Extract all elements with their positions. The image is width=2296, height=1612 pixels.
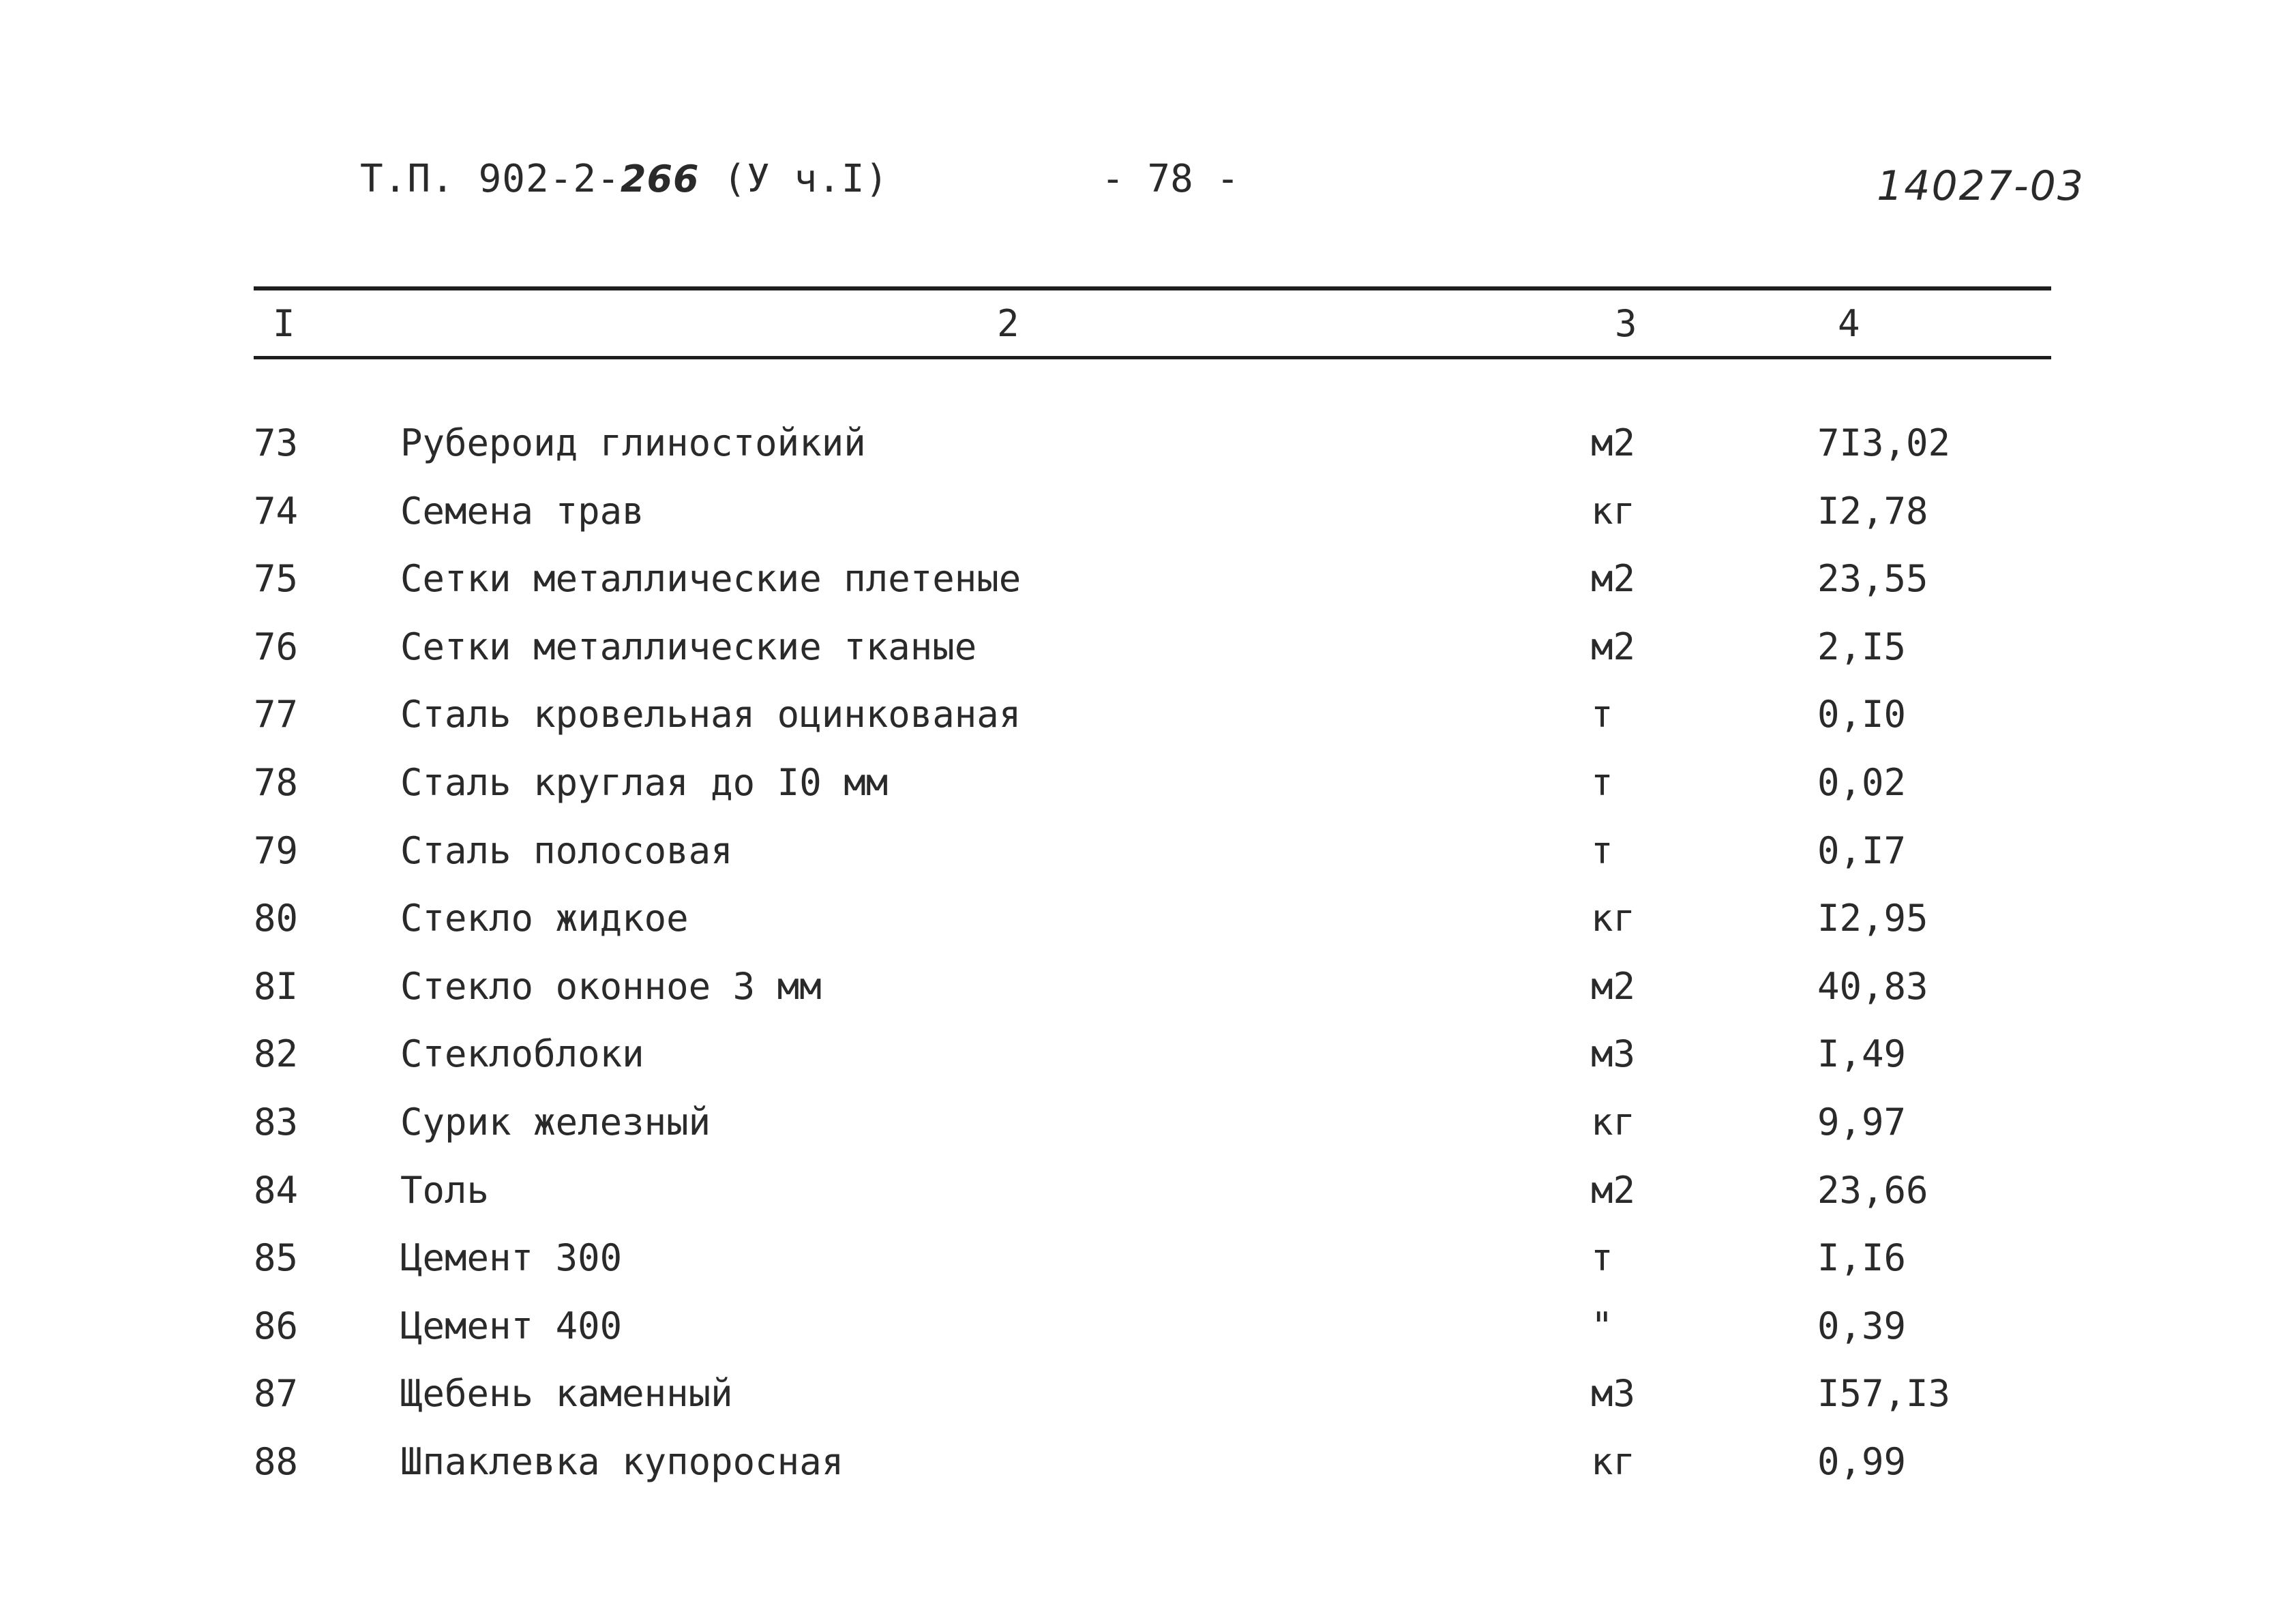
quantity: 0,I7 (1817, 829, 1907, 872)
material-name: Семена трав (400, 489, 644, 533)
quantity: I,49 (1817, 1032, 1907, 1076)
unit-of-measure: " (1591, 1304, 1613, 1347)
unit-of-measure: кг (1591, 897, 1636, 940)
unit-of-measure: м2 (1591, 421, 1636, 464)
row-number: 78 (254, 760, 299, 804)
table-row (0, 681, 2296, 749)
material-name: Толь (400, 1168, 490, 1212)
table-row (0, 477, 2296, 546)
quantity: 23,66 (1817, 1168, 1928, 1212)
quantity: I2,78 (1817, 489, 1928, 533)
unit-of-measure: м3 (1591, 1372, 1636, 1416)
quantity: 40,83 (1817, 964, 1928, 1008)
table-row (0, 1224, 2296, 1292)
doc-suffix: (У ч.I) (699, 157, 889, 201)
quantity: 0,39 (1817, 1304, 1907, 1347)
unit-of-measure: кг (1591, 1439, 1636, 1483)
doc-prefix: Т.П. 902-2- (360, 157, 621, 201)
material-name: Стекло оконное 3 мм (400, 964, 822, 1008)
unit-of-measure: т (1591, 829, 1613, 872)
unit-of-measure: м2 (1591, 964, 1636, 1008)
unit-of-measure: м2 (1591, 557, 1636, 601)
material-name: Цемент 400 (400, 1304, 623, 1347)
quantity: I57,I3 (1817, 1372, 1951, 1416)
column-number-2: 2 (997, 302, 1019, 345)
table-row (0, 884, 2296, 953)
material-name: Стеклоблоки (400, 1032, 644, 1076)
quantity: 23,55 (1817, 557, 1928, 601)
table-row (0, 1292, 2296, 1360)
unit-of-measure: м2 (1591, 1168, 1636, 1212)
table-row (0, 545, 2296, 613)
quantity: 2,I5 (1817, 625, 1907, 668)
unit-of-measure: м2 (1591, 625, 1636, 668)
row-number: 86 (254, 1304, 299, 1347)
column-number-3: 3 (1615, 302, 1637, 345)
quantity: 0,I0 (1817, 693, 1907, 736)
doc-handwritten-number: 266 (620, 158, 700, 200)
unit-of-measure: т (1591, 760, 1613, 804)
row-number: 75 (254, 557, 299, 601)
column-number-row (0, 297, 2296, 351)
material-name: Стекло жидкое (400, 897, 689, 940)
table-top-rule (254, 286, 2051, 290)
quantity: 0,02 (1817, 760, 1907, 804)
row-number: 84 (254, 1168, 299, 1212)
row-number: 80 (254, 897, 299, 940)
unit-of-measure: кг (1591, 1100, 1636, 1144)
table-body (0, 409, 2296, 1496)
material-name: Цемент 300 (400, 1236, 623, 1280)
row-number: 74 (254, 489, 299, 533)
table-row (0, 1360, 2296, 1428)
row-number: 79 (254, 829, 299, 872)
material-name: Шпаклевка купоросная (400, 1439, 844, 1483)
row-number: 82 (254, 1032, 299, 1076)
table-row (0, 1428, 2296, 1496)
table-row (0, 1088, 2296, 1156)
material-name: Рубероид глиностойкий (400, 421, 866, 464)
material-name: Сетки металлические тканые (400, 625, 977, 668)
column-number-4: 4 (1838, 302, 1860, 345)
row-number: 87 (254, 1372, 299, 1416)
material-name: Сетки металлические плетеные (400, 557, 1022, 601)
material-name: Сталь полосовая (400, 829, 733, 872)
table-row (0, 1020, 2296, 1088)
row-number: 73 (254, 421, 299, 464)
table-row (0, 613, 2296, 681)
row-number: 88 (254, 1439, 299, 1483)
row-number: 83 (254, 1100, 299, 1144)
table-row (0, 409, 2296, 477)
table-row (0, 749, 2296, 817)
table-row (0, 953, 2296, 1021)
unit-of-measure: кг (1591, 489, 1636, 533)
unit-of-measure: т (1591, 693, 1613, 736)
document-designation (360, 155, 889, 203)
table-row (0, 1156, 2296, 1225)
column-number-1: I (273, 302, 295, 345)
quantity: 0,99 (1817, 1439, 1907, 1483)
material-name: Сталь круглая до I0 мм (400, 760, 889, 804)
quantity: I,I6 (1817, 1236, 1907, 1280)
material-name: Сурик железный (400, 1100, 711, 1144)
table-header-rule (254, 356, 2051, 359)
quantity: I2,95 (1817, 897, 1928, 940)
quantity: 7I3,02 (1817, 421, 1951, 464)
row-number: 76 (254, 625, 299, 668)
table-row (0, 817, 2296, 885)
quantity: 9,97 (1817, 1100, 1907, 1144)
unit-of-measure: т (1591, 1236, 1613, 1280)
material-name: Сталь кровельная оцинкованая (400, 693, 1022, 736)
row-number: 77 (254, 693, 299, 736)
unit-of-measure: м3 (1591, 1032, 1636, 1076)
material-name: Щебень каменный (400, 1372, 733, 1416)
page-number: - 78 - (1101, 157, 1240, 201)
row-number: 85 (254, 1236, 299, 1280)
document-code: 14027-03 (1877, 162, 2085, 210)
row-number: 8I (254, 964, 299, 1008)
